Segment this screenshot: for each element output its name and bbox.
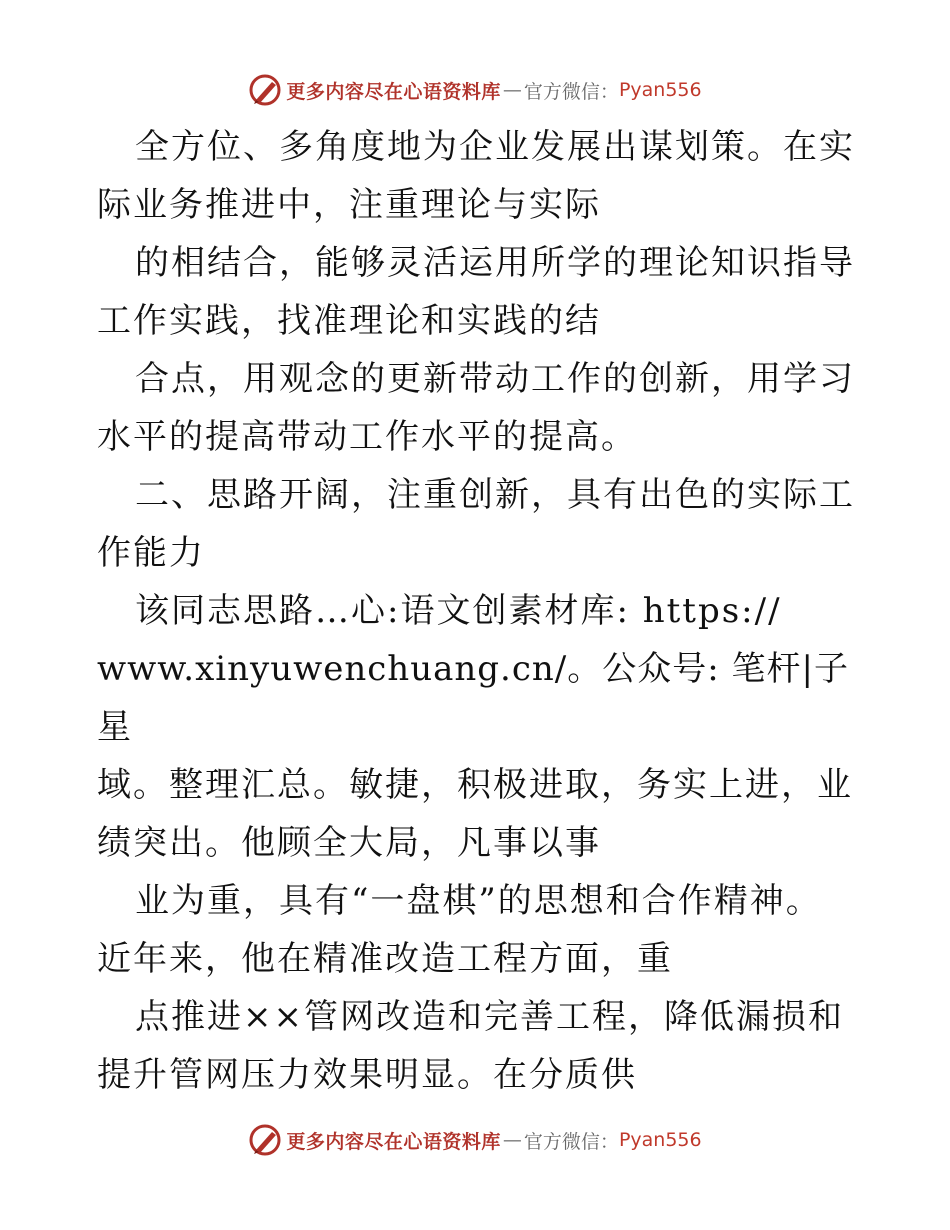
paragraph: 业为重，具有“一盘棋”的思想和合作精神。近年来，他在精准改造工程方面，重 bbox=[97, 881, 822, 979]
footer-main-text: 更多内容尽在心语资料库 bbox=[286, 1130, 501, 1153]
header-main-text: 更多内容尽在心语资料库 bbox=[286, 80, 501, 103]
page-footer-banner bbox=[0, 1122, 950, 1158]
footer-wechat-label: 官方微信： bbox=[523, 1130, 619, 1153]
footer-wechat-id: Pyan556 bbox=[618, 1129, 702, 1151]
section-heading: 二、思路开阔，注重创新，具有出色的实际工作能力 bbox=[97, 475, 855, 573]
header-wechat-label: 官方微信： bbox=[523, 80, 619, 103]
paragraph: 的相结合，能够灵活运用所学的理论知识指导工作实践，找准理论和实践的结 bbox=[97, 243, 855, 341]
paragraph: www.xinyuwenchuang.cn/。公众号: 笔杆|子星 bbox=[97, 649, 849, 747]
paragraph: 全方位、多角度地为企业发展出谋划策。在实际业务推进中，注重理论与实际 bbox=[97, 127, 855, 225]
pen-logo-icon bbox=[248, 73, 282, 107]
paragraph: 合点，用观念的更新带动工作的创新，用学习水平的提高带动工作水平的提高。 bbox=[97, 359, 855, 457]
paragraph: 点推进××管网改造和完善工程，降低漏损和提升管网压力效果明显。在分质供 bbox=[97, 997, 844, 1095]
pen-logo-icon bbox=[248, 1123, 282, 1157]
paragraph: 该同志思路…心:语文创素材库: https:// bbox=[135, 591, 782, 631]
document-body bbox=[97, 118, 857, 1104]
paragraph: 域。整理汇总。敏捷，积极进取，务实上进，业绩突出。他顾全大局，凡事以事 bbox=[97, 765, 853, 863]
header-separator: — bbox=[502, 79, 522, 101]
header-wechat-id: Pyan556 bbox=[618, 79, 702, 101]
page-header-banner bbox=[0, 72, 950, 108]
footer-separator: — bbox=[502, 1129, 522, 1151]
